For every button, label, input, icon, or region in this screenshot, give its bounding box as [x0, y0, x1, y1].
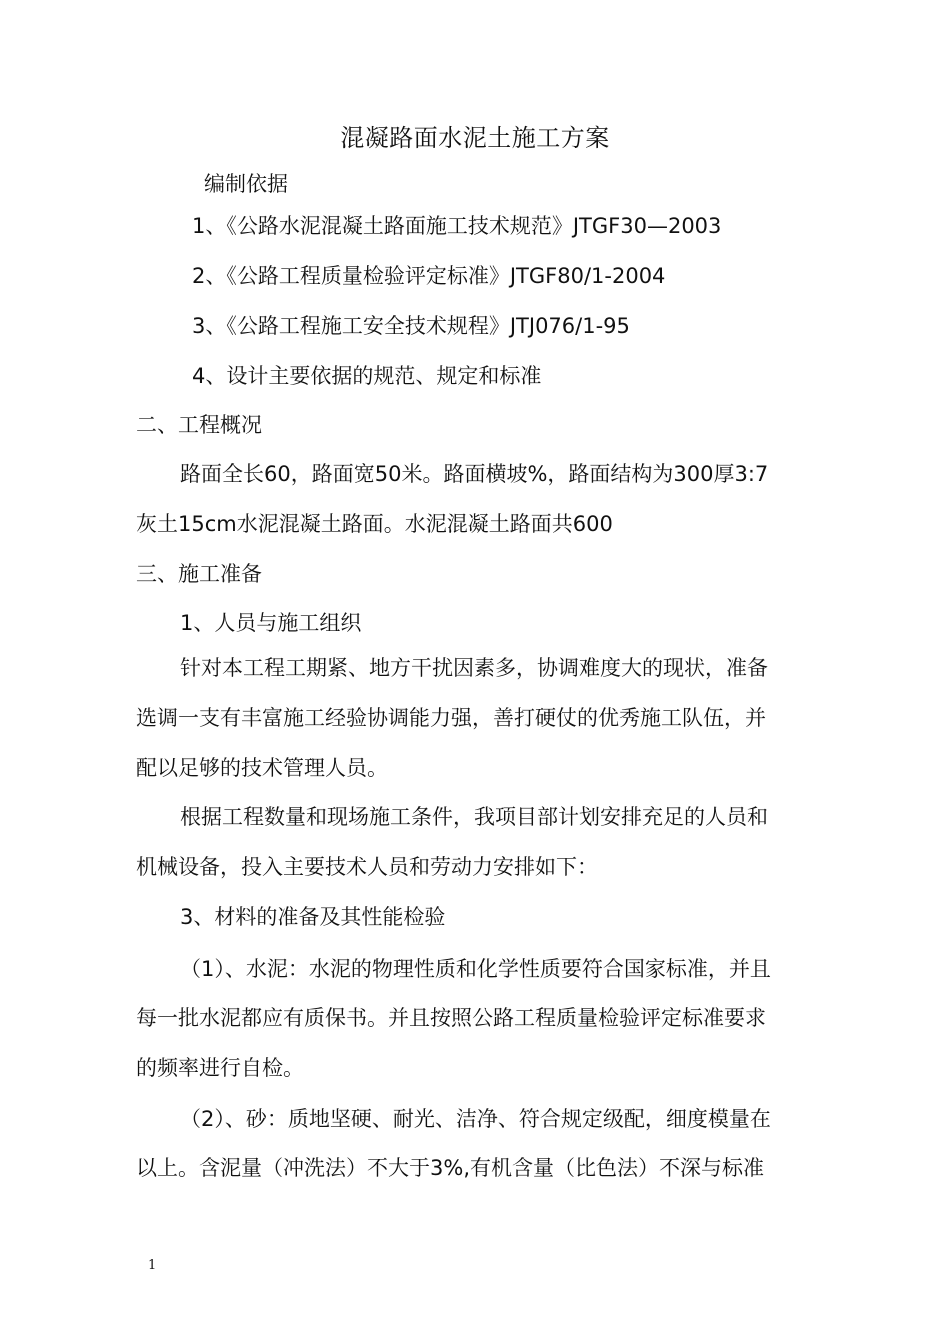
section-heading-basis: 编制依据	[204, 172, 288, 196]
paragraph-line: 路面全长60，路面宽50米。路面横坡%，路面结构为300厚3:7	[180, 462, 769, 486]
reference-item-1: 1、《公路水泥混凝土路面施工技术规范》JTGF30—2003	[192, 214, 722, 238]
paragraph-line: 配以足够的技术管理人员。	[136, 756, 388, 780]
document-title: 混凝路面水泥土施工方案	[340, 124, 610, 152]
paragraph-line: 的频率进行自检。	[136, 1056, 304, 1080]
paragraph-line: 选调一支有丰富施工经验协调能力强，善打硬仗的优秀施工队伍，并	[136, 706, 766, 730]
paragraph-line: （1）、水泥：水泥的物理性质和化学性质要符合国家标准，并且	[180, 957, 771, 981]
reference-item-2: 2、《公路工程质量检验评定标准》JTGF80/1-2004	[192, 264, 666, 288]
subsection-heading-materials: 3、材料的准备及其性能检验	[180, 905, 446, 929]
paragraph-line: 以上。含泥量（冲洗法）不大于3%,有机含量（比色法）不深与标准	[136, 1156, 764, 1180]
paragraph-line: 机械设备，投入主要技术人员和劳动力安排如下：	[136, 855, 598, 879]
paragraph-line: 每一批水泥都应有质保书。并且按照公路工程质量检验评定标准要求	[136, 1006, 766, 1030]
section-heading-preparation: 三、施工准备	[136, 562, 262, 586]
section-heading-overview: 二、工程概况	[136, 413, 262, 437]
paragraph-line: 针对本工程工期紧、地方干扰因素多，协调难度大的现状，准备	[180, 656, 768, 680]
paragraph-line: 根据工程数量和现场施工条件，我项目部计划安排充足的人员和	[180, 805, 768, 829]
page-number: 1	[148, 1258, 157, 1273]
paragraph-line: 灰土15cm水泥混凝土路面。水泥混凝土路面共600	[136, 512, 613, 536]
reference-item-4: 4、设计主要依据的规范、规定和标准	[192, 364, 542, 388]
paragraph-line: （2）、砂：质地坚硬、耐光、洁净、符合规定级配，细度模量在	[180, 1107, 771, 1131]
subsection-heading-personnel: 1、人员与施工组织	[180, 611, 362, 635]
reference-item-3: 3、《公路工程施工安全技术规程》JTJ076/1-95	[192, 314, 630, 338]
